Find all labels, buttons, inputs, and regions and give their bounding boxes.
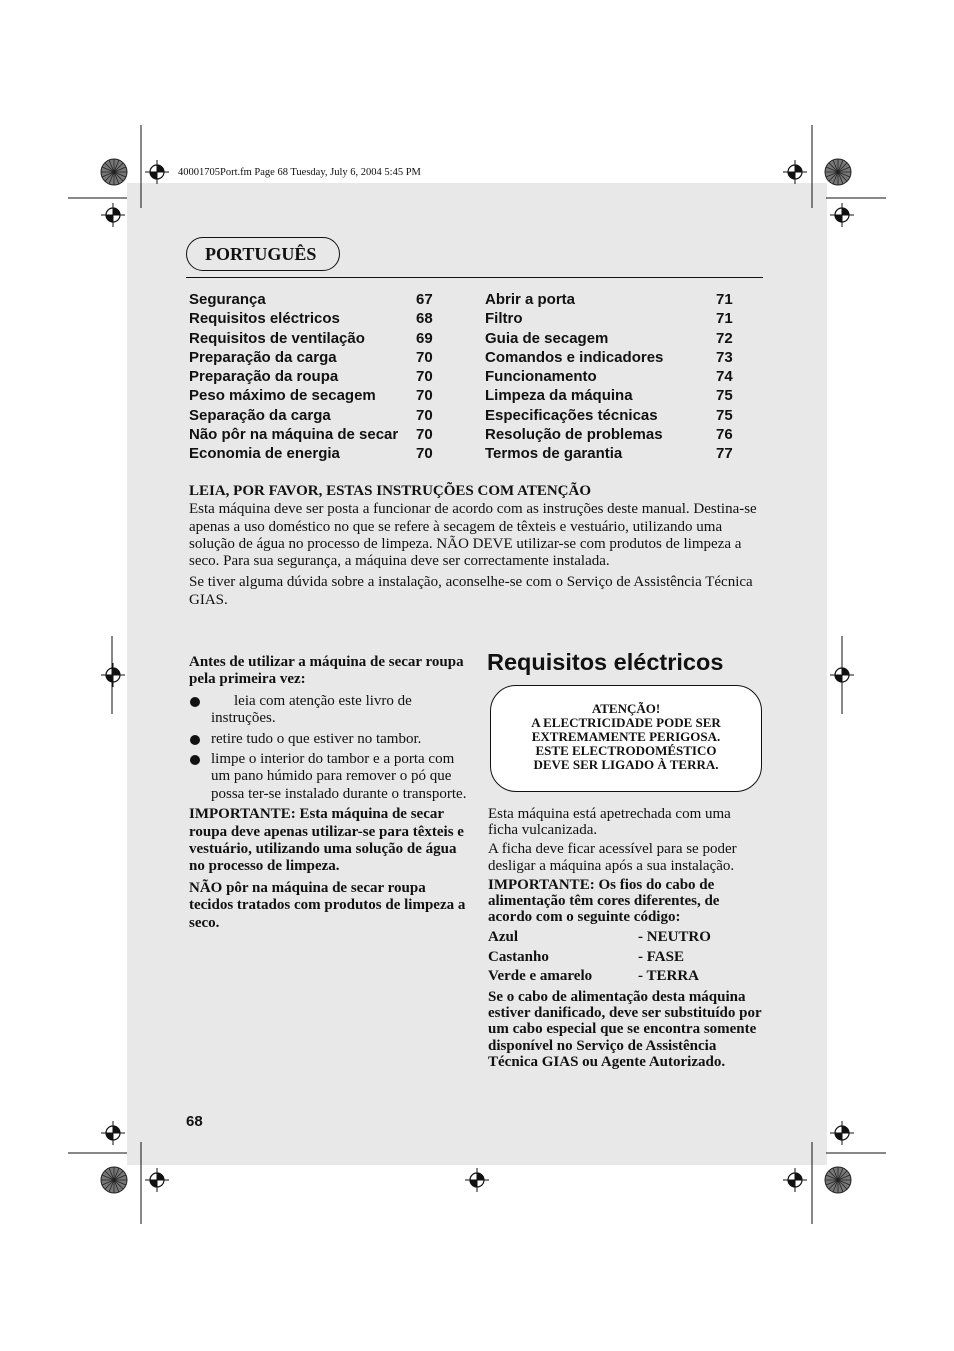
toc-item: Segurança 67 bbox=[189, 291, 433, 308]
intro-paragraph: Esta máquina deve ser posta a funcionar de acordo com as instruções deste manual. Destina-se apenas a uso doméstico no que se refere à secagem de têxteis e vestuário, utilizando uma solução de água no processo de limpeza. NÃO DEVE utilizar-se com produtos de limpeza a seco. Para sua segurança, a máquina deve ser correctamente instalada. bbox=[189, 501, 757, 570]
page-number: 68 bbox=[186, 1113, 203, 1130]
warning-box bbox=[490, 685, 762, 792]
damaged-cable-note: Se o cabo de alimentação desta máquina estiver danificado, deve ser substituído por um cabo especial que se encontra somente disponível no Serviço de Assistência Técnica GIAS ou Agente Autorizado. bbox=[488, 988, 762, 1070]
toc-item: Preparação da carga 70 bbox=[189, 348, 433, 366]
warning-line: A ELECTRICIDADE PODE SER bbox=[531, 715, 721, 730]
bullet-icon bbox=[190, 697, 200, 707]
intro-heading: LEIA, POR FAVOR, ESTAS INSTRUÇÕES COM ATENÇÃO bbox=[189, 483, 591, 499]
intro-paragraph: Se tiver alguma dúvida sobre a instalação, aconselhe-se com o Serviço de Assistência Técnica GIAS. bbox=[189, 574, 753, 608]
toc-item: Guia de secagem 72 bbox=[485, 329, 733, 347]
toc-item: Separação da carga 70 bbox=[189, 406, 433, 424]
electrical-section bbox=[488, 806, 764, 1073]
warning-line: DEVE SER LIGADO À TERRA. bbox=[533, 757, 719, 772]
first-use-section bbox=[189, 654, 467, 936]
toc-item: Requisitos de ventilação 69 bbox=[189, 329, 433, 347]
toc-right bbox=[485, 290, 737, 464]
header-rule bbox=[186, 277, 763, 278]
not-note: NÃO pôr na máquina de secar roupa tecidos tratados com produtos de limpeza a seco. bbox=[189, 879, 466, 931]
electrical-paragraph: A ficha deve ficar acessível para se poder desligar a máquina após a sua instalação. bbox=[488, 841, 737, 874]
first-use-list bbox=[189, 693, 467, 803]
file-info: 40001705Port.fm Page 68 Tuesday, July 6, 2004 5:45 PM bbox=[178, 167, 421, 178]
language-tab: PORTUGUÊS bbox=[186, 237, 340, 271]
code-row: Verde e amarelo - TERRA bbox=[488, 968, 699, 985]
important-note: IMPORTANTE: Os fios do cabo de alimentação têm cores diferentes, de acordo com o seguinte código: bbox=[488, 876, 720, 926]
toc-item: Não pôr na máquina de secar 70 bbox=[189, 426, 433, 444]
bullet-icon bbox=[190, 735, 200, 745]
wire-color-codes bbox=[488, 928, 764, 987]
toc-item: Termos de garantia 77 bbox=[485, 445, 733, 463]
warning-line: ATENÇÃO! bbox=[591, 701, 661, 716]
toc-item: Abrir a porta 71 bbox=[485, 291, 733, 308]
warning-line: ESTE ELECTRODOMÉSTICO bbox=[535, 743, 717, 758]
important-note: IMPORTANTE: Esta máquina de secar roupa deve apenas utilizar-se para têxteis e vestuário, utilizando uma solução de água no processo de limpeza. bbox=[189, 806, 464, 875]
toc-item: Limpeza da máquina 75 bbox=[485, 387, 733, 405]
toc-item: Especificações técnicas 75 bbox=[485, 406, 733, 424]
toc-item: Comandos e indicadores 73 bbox=[485, 348, 733, 366]
list-item: retire tudo o que estiver no tambor. bbox=[189, 731, 467, 748]
electrical-paragraph: Esta máquina está apetrechada com uma ficha vulcanizada. bbox=[488, 806, 731, 839]
intro-section bbox=[189, 483, 764, 613]
list-item: limpe o interior do tambor e a porta com um pano húmido para remover o pó que possa ter-se instalado durante o transporte. bbox=[189, 751, 467, 803]
code-row: Castanho - FASE bbox=[488, 948, 684, 965]
toc-left bbox=[189, 290, 439, 464]
toc-item: Funcionamento 74 bbox=[485, 368, 733, 386]
toc-item: Filtro 71 bbox=[485, 310, 733, 328]
section-title: Requisitos eléctricos bbox=[487, 649, 724, 675]
bullet-icon bbox=[190, 755, 200, 765]
toc-item: Economia de energia 70 bbox=[189, 445, 433, 463]
first-use-heading: Antes de utilizar a máquina de secar roupa pela primeira vez: bbox=[189, 654, 464, 688]
toc-item: Requisitos eléctricos 68 bbox=[189, 310, 433, 328]
toc-item: Resolução de problemas 76 bbox=[485, 426, 733, 444]
warning-line: EXTREMAMENTE PERIGOSA. bbox=[531, 729, 721, 744]
toc-item: Preparação da roupa 70 bbox=[189, 368, 433, 386]
code-row: Azul - NEUTRO bbox=[488, 929, 711, 946]
toc-item: Peso máximo de secagem 70 bbox=[189, 387, 433, 405]
list-item: leia com atenção este livro de instruções. bbox=[189, 693, 467, 728]
